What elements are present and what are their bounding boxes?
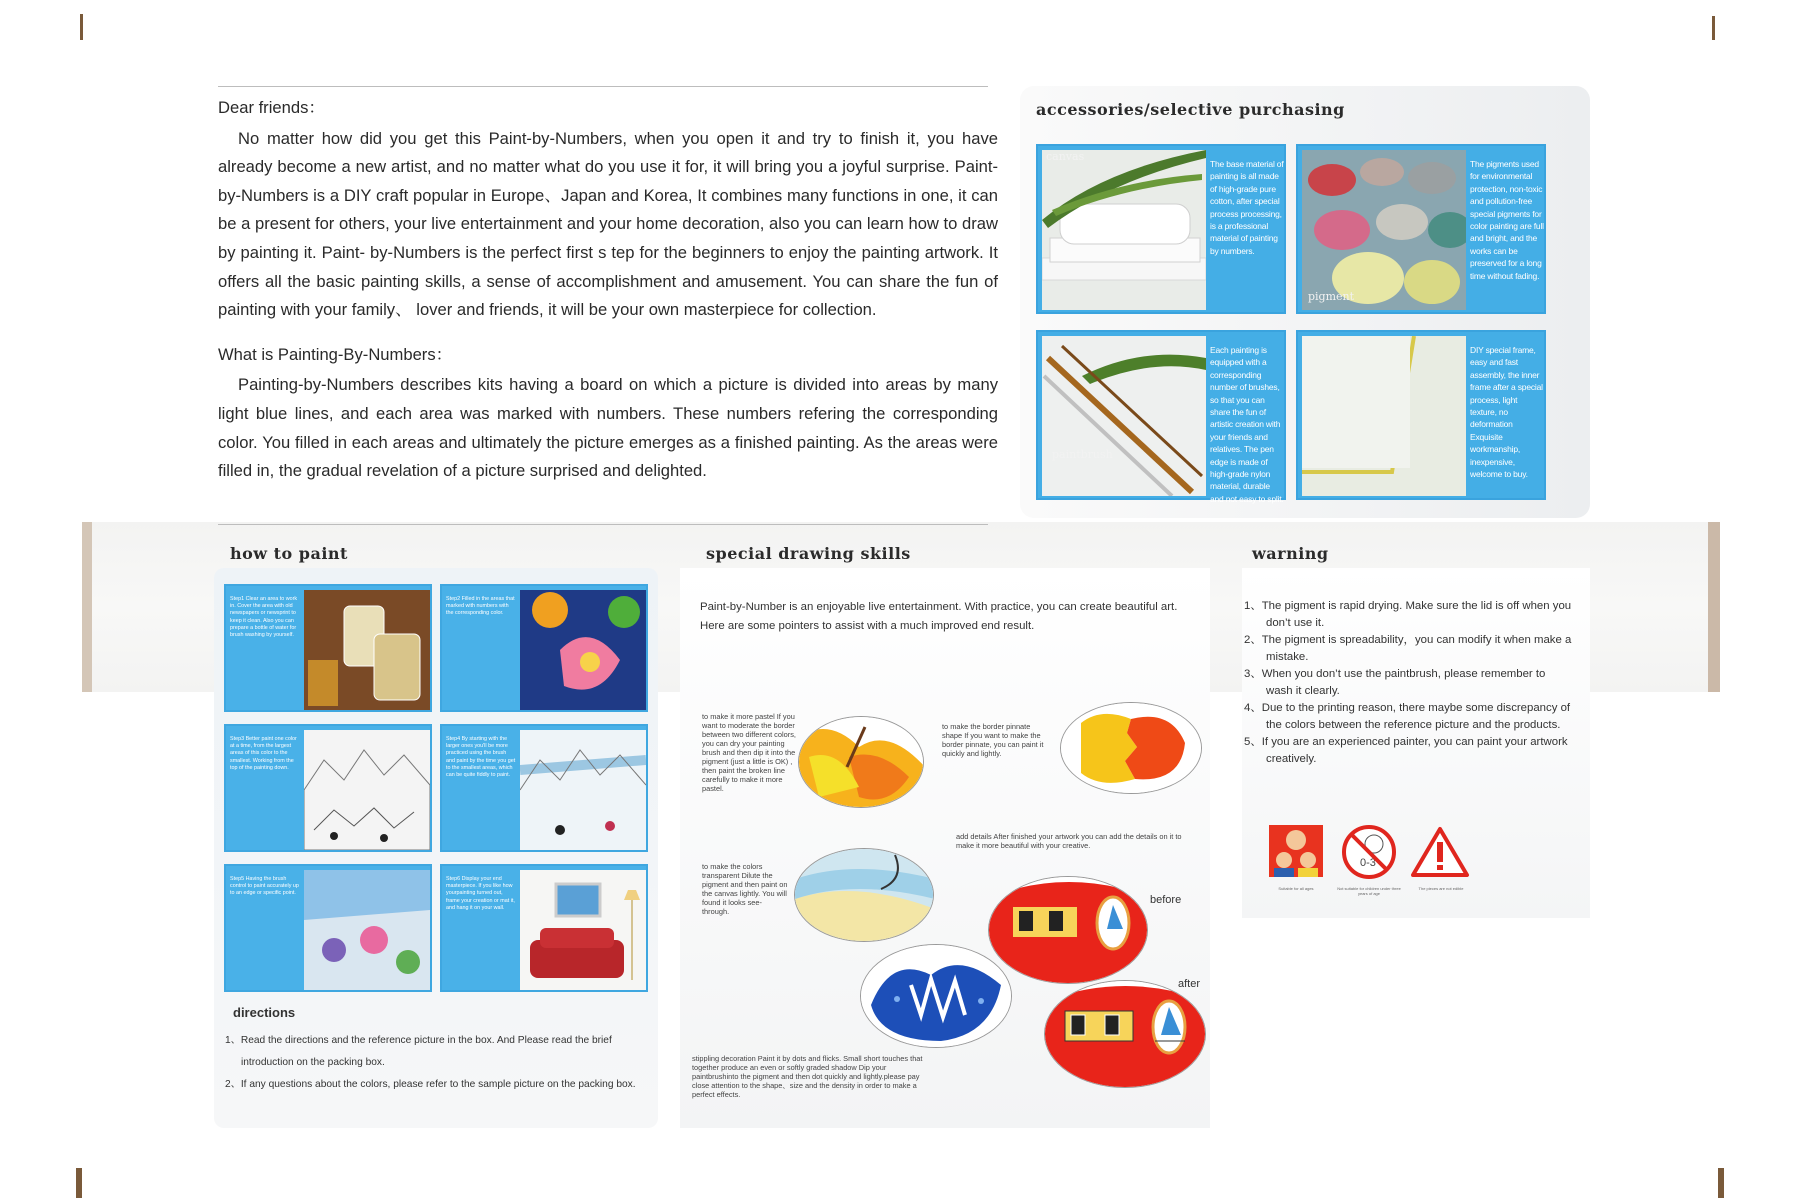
question-heading: What is Painting-By-Numbers： [218, 344, 453, 364]
all-ages-caption: Suitable for all ages [1278, 886, 1314, 891]
step-1-image [304, 590, 430, 710]
warning-item: 4、Due to the printing reason, there maybe some discrepancy of the colors between the reference picture and the products. [1244, 702, 1571, 731]
tip-pastel: to make it more pastel If you want to moderate the border between two different colors, you can dry your painting brush and then dip it into the pigment (just a little is OK) , then paint the broken line carefully to make it more pastel. [702, 712, 796, 793]
bottom-rule [218, 524, 988, 525]
warning-item: 3、When you don’t use the paintbrush, please remember to wash it clearly. [1244, 668, 1546, 697]
under-three-prohibited-icon [1340, 824, 1398, 880]
step-card-3 [224, 724, 432, 852]
canvas-label: canvas [1046, 150, 1085, 163]
step-5-image [304, 870, 430, 990]
step-6-image [520, 870, 646, 990]
intro-paragraph: No matter how did you get this Paint-by-Numbers, when you open it and try to finish it, you have already become a new artist, and no matter what do you use it for, it will bring you a joyful surprise. Paint-by-Numbers is a DIY craft popular in Europe、Japan and Korea, It combines many functions in one, it can be a present for others, your live entertainment and your home decoration, also you can learn how to draw by painting it. Paint- by-Numbers is the perfect first s tep for the beginners to enjoy the painting artwork. It offers all the basic painting skills, a sense of accomplishment and amusement. You can share the fun of painting with your family、 lover and friends, it will be your own masterpiece for collection. [218, 128, 998, 320]
step-1-text: Step1 Clear an area to work in. Cover the area with old newspapers or newsprint to keep it clean. Also you can prepare a bottle of water for brush washing by yourself. [230, 596, 298, 639]
warning-item: 5、If you are an experienced painter, you can paint your artwork creatively. [1244, 736, 1568, 765]
box-corner-bottom-right [1718, 1168, 1724, 1198]
warning-item: 1、The pigment is rapid drying. Make sure the lid is off when you don’t use it. [1244, 600, 1572, 629]
accessories-heading: accessories/selective purchasing [1036, 100, 1345, 119]
stippling-example-image [860, 944, 1012, 1048]
details-before-image [988, 876, 1148, 984]
step-6-text: Step6 Display your end masterpiece. If you like how yourpainting turned out, frame your creation or mat it, and hang it on your wall. [446, 876, 515, 911]
direction-item: 2、If any questions about the colors, please refer to the sample picture on the packing box. [225, 1079, 636, 1090]
caution-caption: The pieces are not edible [1418, 886, 1464, 891]
warning-heading: warning [1252, 544, 1329, 563]
tip-details: add details After finished your artwork you can add the details on it to make it more beautiful with your creative. [956, 832, 1182, 850]
intro-letter [218, 94, 998, 486]
under-three-caption: Not suitable for children under three years of age [1337, 886, 1401, 896]
step-5-text: Step5 Having the brush control to paint accurately up to an edge or specific point. [230, 876, 299, 897]
transparent-example-image [794, 848, 934, 942]
accessory-card-paintbrush [1036, 330, 1286, 504]
step-card-4 [440, 724, 648, 852]
pastel-example-image [798, 716, 924, 808]
direction-item: 1、Read the directions and the reference picture in the box. And Please read the brief introduction on the packing box. [225, 1035, 612, 1068]
step-3-text: Step3 Better paint one color at a time, from the largest areas of this color to the smallest. Working from the top of the painting down. [230, 736, 297, 771]
skills-heading: special drawing skills [706, 544, 911, 563]
step-card-2 [440, 584, 648, 712]
step-2-text: Step2 Filled in the areas that marked with numbers with the corresponding color. [446, 596, 515, 617]
answer-paragraph: Painting-by-Numbers describes kits having a board on which a picture is divided into areas by many light blue lines, and each area was marked with numbers. These numbers refering the corresponding color. You filled in each areas and ultimately the picture emerges as a finished painting. As the areas were filled in, the gradual revelation of a picture surprised and delighted. [218, 375, 998, 481]
salutation: Dear friends： [218, 98, 325, 117]
frame-description: DIY special frame, easy and fast assembly, the inner frame after a special process, light texture, no deformation Exquisite workmanship, inexpensive, welcome to buy. [1470, 345, 1543, 480]
box-flap-left [82, 522, 92, 692]
before-label: before [1150, 894, 1182, 906]
how-to-paint-heading: how to paint [230, 544, 348, 563]
skills-intro: Paint-by-Number is an enjoyable live entertainment. With practice, you can create beautiful art. Here are some pointers to assist with a much improved end result. [700, 601, 1178, 632]
paintbrush-description: Each painting is equipped with a corresponding number of brushes, so that you can share the fun of artistic creation with your friends and relatives. The pen edge is made of high-grade nylon material, durable and not easy to split. [1210, 345, 1284, 504]
warning-item: 2、The pigment is spreadability，you can modify it when make a mistake. [1244, 634, 1572, 663]
paintbrush-label: paintbrush [1052, 448, 1113, 461]
box-corner-top-left [80, 14, 83, 40]
tip-transparent: to make the colors transparent Dilute the pigment and then paint on the canvas lightly. You will found it looks see-through. [702, 862, 788, 916]
after-label: after [1178, 978, 1201, 990]
top-rule [218, 86, 988, 87]
caution-triangle-icon [1410, 826, 1470, 878]
step-card-6 [440, 864, 648, 992]
tip-stippling: stippling decoration Paint it by dots and flicks. Small short touches that together produce an even or softly graded shadow Dip your paintbrushinto the pigment and then dot quickly and lightly.please pay close attention to the shape、size and the density in order to make a perfect effects. [692, 1054, 923, 1099]
step-4-image [520, 730, 646, 850]
paintbrush-image [1042, 336, 1206, 496]
step-card-1 [224, 584, 432, 712]
pigment-description: The pigments used for environmental protection, non-toxic and pollution-free special pigments for color painting are full and bright, and the works can be preserved for a long time without fading. [1470, 159, 1544, 281]
step-card-5 [224, 864, 432, 992]
all-ages-icon [1268, 824, 1324, 878]
step-4-text: Step4 By starting with the larger ones you'll be more practiced using the brush and paint by the time you get to the smallest areas, which can be quite fiddly to paint. [446, 736, 516, 779]
step-2-image [520, 590, 646, 710]
pigment-label: pigment [1308, 290, 1355, 303]
directions-list [225, 1030, 645, 1096]
age-mark: 0-3 [1360, 857, 1376, 869]
box-corner-top-right [1712, 16, 1715, 40]
details-after-image [1044, 980, 1206, 1088]
box-flap-right [1708, 522, 1720, 692]
tip-border: to make the border pinnate shape If you want to make the border pinnate, you can paint it quickly and lightly. [942, 722, 1044, 758]
pigment-image [1302, 150, 1466, 310]
canvas-description: The base material of painting is all made of high-grade pure cotton, after special process processing, is a professional material of painting by numbers. [1210, 159, 1284, 256]
warning-list [1244, 598, 1574, 768]
accessory-card-frame [1296, 330, 1546, 500]
step-3-image [304, 730, 430, 850]
border-example-image [1060, 702, 1202, 794]
accessory-card-pigment [1296, 144, 1546, 314]
frame-image [1302, 336, 1466, 496]
directions-title: directions [233, 1005, 296, 1020]
accessory-card-canvas [1036, 144, 1286, 314]
box-corner-bottom-left [76, 1168, 82, 1198]
canvas-image [1042, 150, 1206, 310]
